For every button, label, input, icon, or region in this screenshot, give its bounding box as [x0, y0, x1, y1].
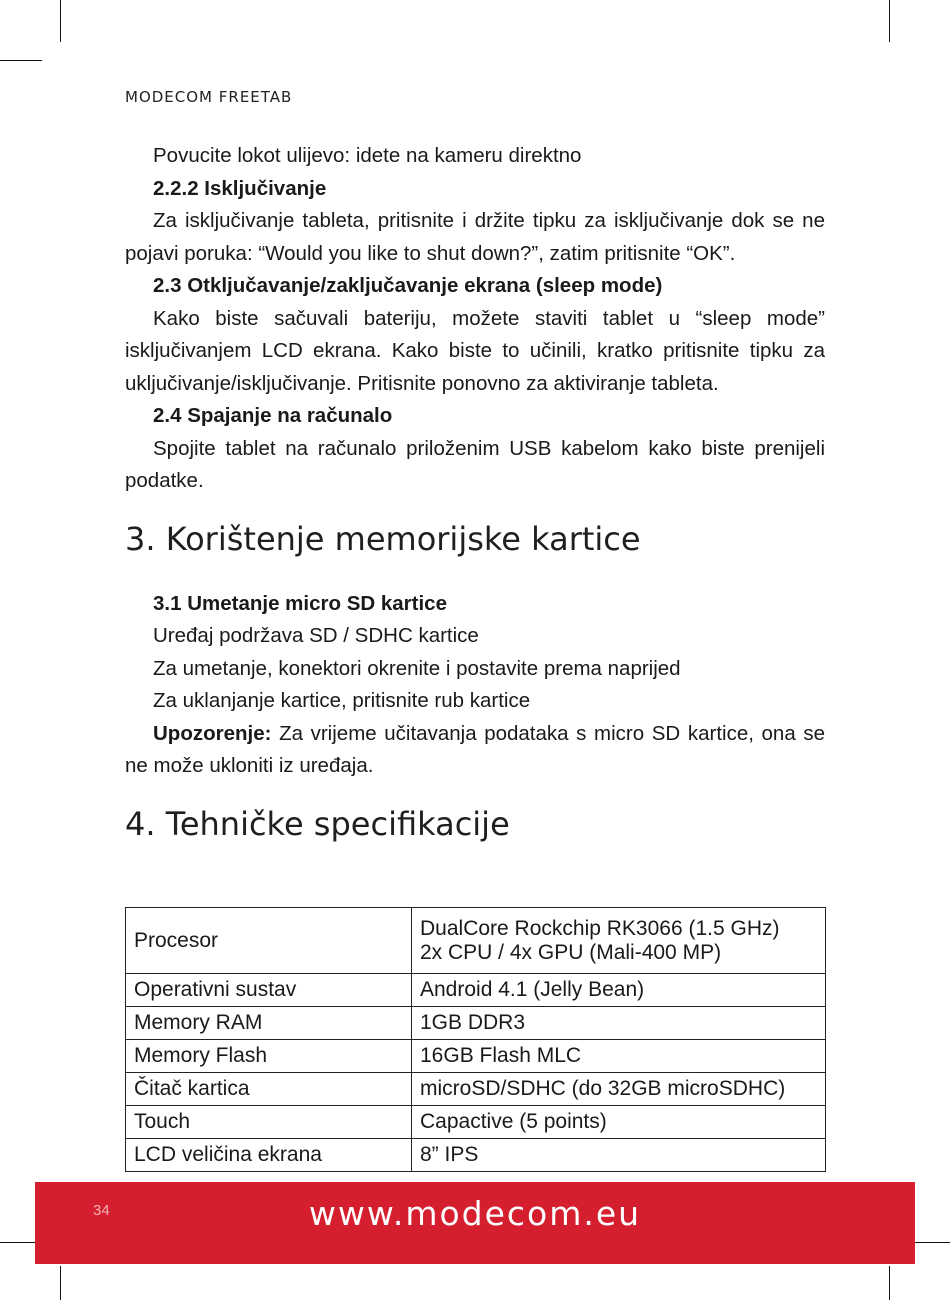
section-text: Za isključivanje tableta, pritisnite i držite tipku za isključivanje dok se ne pojavi poruka: “Would you like to shut down?”, zatim pritisnite “OK”.: [125, 209, 825, 265]
chapter-title: 4. Tehničke specifikacije: [125, 804, 510, 843]
crop-mark: [60, 0, 61, 42]
spec-label: Procesor: [126, 908, 412, 974]
section-text: Kako biste sačuvali bateriju, možete staviti tablet u “sleep mode” isključivanjem LCD ekrana. Kako biste to učinili, kratko pritisnite tipku za uključivanje/isključivanje. Pritisnite ponovno za aktiviranje tableta.: [125, 306, 825, 395]
section-text: Za uklanjanje kartice, pritisnite rub kartice: [153, 689, 531, 712]
section-heading: 3.1 Umetanje micro SD kartice: [153, 591, 447, 615]
spec-label: Touch: [126, 1106, 412, 1139]
page-content: [125, 140, 825, 843]
warning-paragraph: [125, 718, 825, 783]
warning-text: Za vrijeme učitavanja podataka s micro SD kartice, ona se ne može ukloniti iz uređaja.: [125, 721, 825, 777]
warning-label: Upozorenje:: [153, 721, 272, 745]
crop-mark: [889, 1266, 890, 1300]
spec-value: 1GB DDR3: [412, 1007, 826, 1040]
chapter-title: 3. Korištenje memorijske kartice: [125, 519, 641, 558]
table-row: [126, 1106, 826, 1139]
table-row: [126, 1139, 826, 1172]
running-header: MODECOM FREETAB: [125, 88, 293, 106]
spec-value: microSD/SDHC (do 32GB microSDHC): [412, 1073, 826, 1106]
table-row: [126, 1040, 826, 1073]
table-row: [126, 1073, 826, 1106]
spec-value-line: 2x CPU / 4x GPU (Mali-400 MP): [420, 940, 722, 964]
spec-value: 8” IPS: [412, 1139, 826, 1172]
spec-label: Memory RAM: [126, 1007, 412, 1040]
table-row: [126, 974, 826, 1007]
spec-value: [412, 908, 826, 974]
section-text: Za umetanje, konektori okrenite i postavite prema naprijed: [153, 656, 681, 680]
table-row: [126, 1007, 826, 1040]
section-heading: 2.4 Spajanje na računalo: [153, 404, 393, 427]
spec-value: Android 4.1 (Jelly Bean): [412, 974, 826, 1007]
spec-label: Memory Flash: [126, 1040, 412, 1073]
crop-mark: [889, 0, 890, 42]
footer-bar: [35, 1182, 915, 1264]
section-text: Uređaj podržava SD / SDHC kartice: [153, 624, 479, 647]
section-heading: 2.3 Otključavanje/zaključavanje ekrana (sleep mode): [153, 274, 663, 297]
spec-label: LCD veličina ekrana: [126, 1139, 412, 1172]
page-number: 34: [93, 1202, 110, 1219]
crop-mark: [60, 1266, 61, 1300]
intro-text: Povucite lokot ulijevo: idete na kameru direktno: [153, 144, 582, 167]
spec-label: Čitač kartica: [126, 1073, 412, 1106]
spec-value: Capactive (5 points): [412, 1106, 826, 1139]
spec-label: Operativni sustav: [126, 974, 412, 1007]
section-heading: 2.2.2 Isključivanje: [153, 176, 327, 200]
spec-value-line: DualCore Rockchip RK3066 (1.5 GHz): [420, 916, 780, 940]
footer-url: www.modecom.eu: [308, 1194, 642, 1233]
crop-mark: [0, 60, 42, 61]
spec-value: 16GB Flash MLC: [412, 1040, 826, 1073]
specs-table: [125, 907, 826, 1172]
section-text: Spojite tablet na računalo priloženim USB kabelom kako biste prenijeli podatke.: [125, 436, 825, 492]
table-row: [126, 908, 826, 974]
